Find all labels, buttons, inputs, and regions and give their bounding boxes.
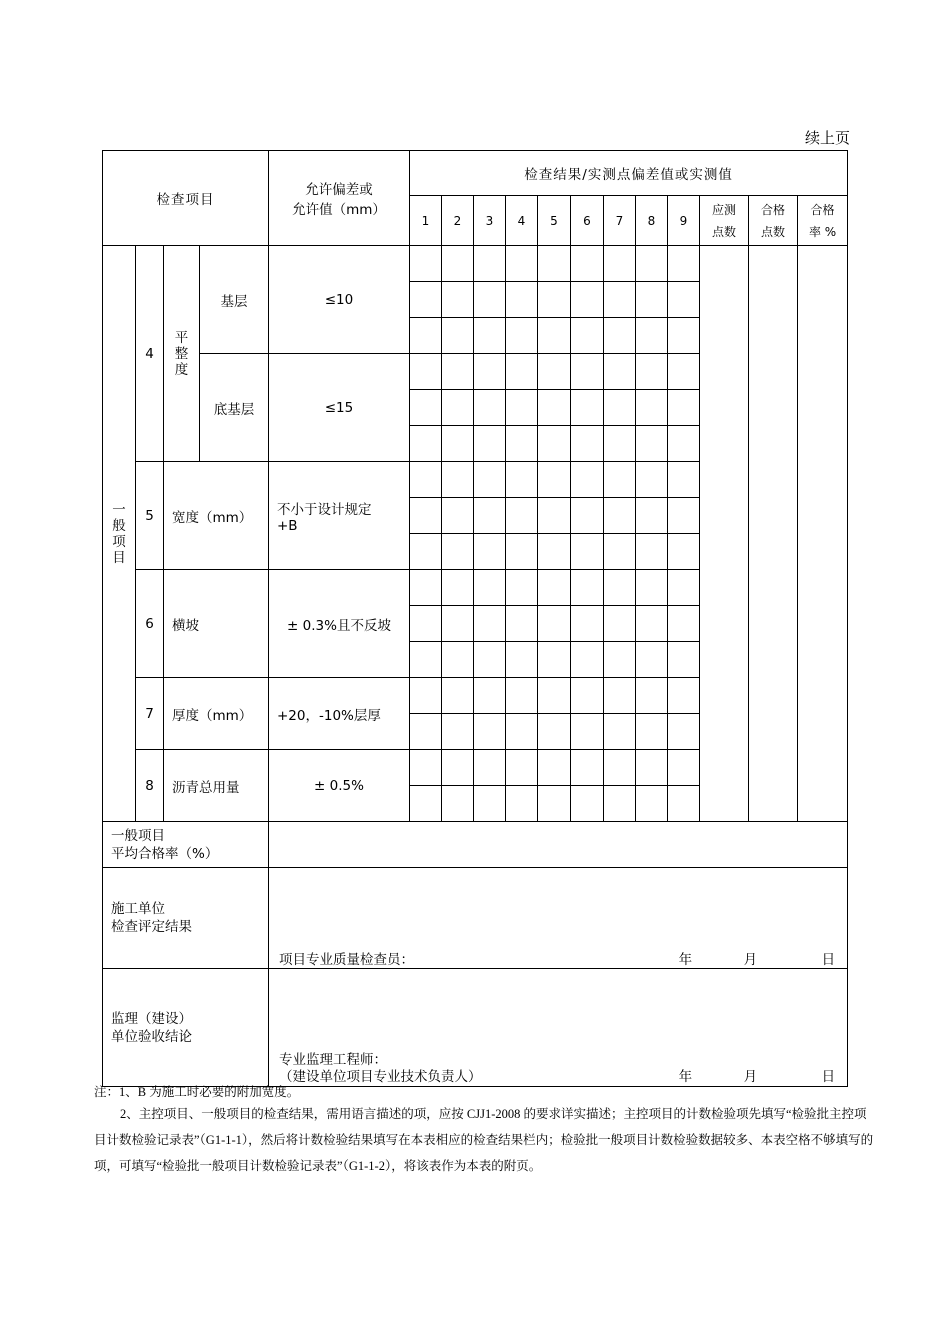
item-6-no: 6	[136, 570, 164, 678]
header-should-count: 应测 点数	[700, 196, 749, 246]
avg-pass-rate-value[interactable]	[269, 822, 848, 868]
point-6: 6	[571, 196, 604, 246]
item-5-value: 不小于设计规定 +B	[269, 462, 410, 570]
point-5: 5	[538, 196, 571, 246]
item-4-no: 4	[136, 246, 164, 462]
notes	[94, 1083, 874, 1179]
supervision-month: 月	[743, 1069, 758, 1085]
supervision-signer-2: （建设单位项目专业技术负责人）	[279, 1069, 482, 1085]
supervision-label: 监理（建设） 单位验收结论	[103, 969, 269, 1087]
item-8-no: 8	[136, 750, 164, 822]
construction-signer: 项目专业质量检查员：	[279, 952, 414, 968]
item-7-value: +20，-10%层厚	[269, 678, 410, 750]
header-pass-count: 合格 点数	[749, 196, 798, 246]
item-7-name: 厚度（mm）	[164, 678, 269, 750]
point-3: 3	[474, 196, 506, 246]
supervision-year: 年	[678, 1069, 693, 1085]
avg-pass-rate-label: 一般项目 平均合格率（%）	[103, 822, 269, 868]
header-allowance: 允许偏差或 允许值（mm）	[269, 151, 410, 246]
item-4-name: 平 整 度	[164, 246, 200, 462]
item-4-sub-base: 基层	[200, 246, 269, 354]
item-8-name: 沥青总用量	[164, 750, 269, 822]
construction-result[interactable]	[269, 868, 848, 969]
item-4-value-base: ≤10	[269, 246, 410, 354]
supervision-result[interactable]	[269, 969, 848, 1087]
supervision-signer-1: 专业监理工程师：	[279, 1052, 387, 1068]
note-1: 注：1、B 为施工时必要的附加宽度。	[94, 1085, 300, 1099]
header-item: 检查项目	[103, 151, 269, 246]
construction-month: 月	[743, 952, 758, 968]
construction-year: 年	[678, 952, 693, 968]
item-4-sub-subbase: 底基层	[200, 354, 269, 462]
item-5-name: 宽度（mm）	[164, 462, 269, 570]
item-8-value: ± 0.5%	[269, 750, 410, 822]
header-result: 检查结果/实测点偏差值或实测值	[410, 151, 848, 196]
item-6-name: 横坡	[164, 570, 269, 678]
point-9: 9	[668, 196, 700, 246]
item-7-no: 7	[136, 678, 164, 750]
item-5-no: 5	[136, 462, 164, 570]
point-1: 1	[410, 196, 442, 246]
item-4-value-subbase: ≤15	[269, 354, 410, 462]
item-6-value: ± 0.3%且不反坡	[269, 570, 410, 678]
continued-label: 续上页	[804, 131, 850, 147]
point-4: 4	[506, 196, 538, 246]
construction-label: 施工单位 检查评定结果	[103, 868, 269, 969]
inspection-table	[102, 150, 848, 1087]
supervision-day: 日	[821, 1069, 836, 1085]
header-pass-rate: 合格 率 %	[798, 196, 848, 246]
point-7: 7	[604, 196, 636, 246]
point-8: 8	[636, 196, 668, 246]
construction-day: 日	[821, 952, 836, 968]
note-2: 2、主控项目、一般项目的检查结果，需用语言描述的项，应按 CJJ1-2008 的要求详实描述；主控项目的计数检验项先填写“检验批主控项目计数检验记录表”（G1-1-1），然后将计数检验结果填写在本表相应的检查结果栏内；检验批一般项目计数检验数据较多、本表空格不够填写的项，可填写“检验批一般项目计数检验记录表”（G1-1-2），将该表作为本表的附页。	[94, 1107, 874, 1173]
group-label: 一 般 项 目	[103, 246, 136, 822]
point-2: 2	[442, 196, 474, 246]
